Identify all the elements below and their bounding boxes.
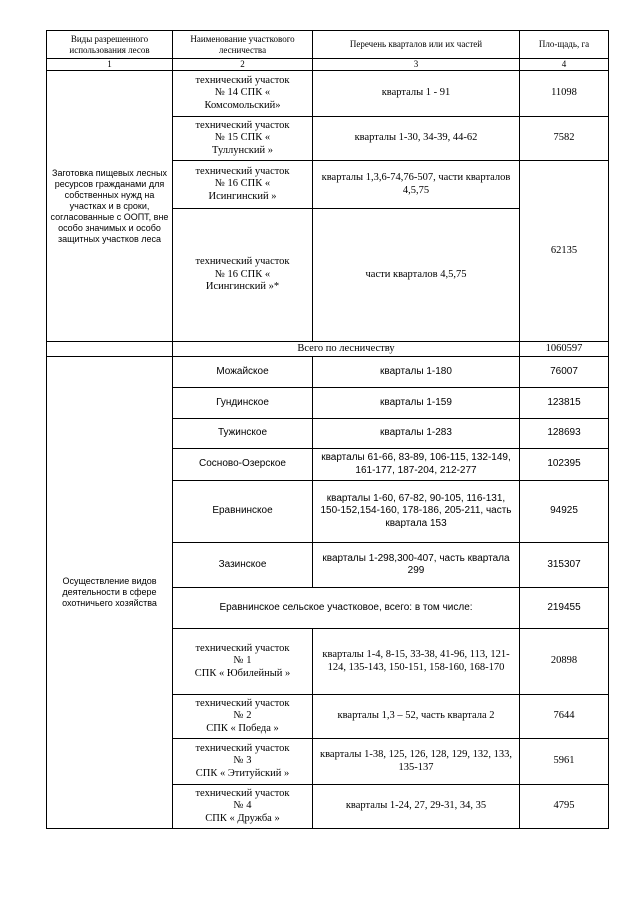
blocks-list: кварталы 1-283 [313,419,520,449]
header-row [47,31,609,59]
area-value: 102395 [520,449,609,481]
area-value: 76007 [520,357,609,388]
blocks-list: кварталы 1-38, 125, 126, 128, 129, 132, 133, 135-137 [313,739,520,785]
area-value: 128693 [520,419,609,449]
blocks-list: кварталы 1-298,300-407, часть квартала 299 [313,543,520,588]
total-row [47,342,609,357]
forestry-name: технический участок № 14 СПК « Комсомольский» [173,71,313,117]
empty-cell [47,342,173,357]
blocks-list: кварталы 61-66, 83-89, 106-115, 132-149, 161-177, 187-204, 212-277 [313,449,520,481]
blocks-list: кварталы 1-159 [313,388,520,419]
forestry-name: Еравнинское [173,481,313,543]
blocks-list: кварталы 1,3 – 52, часть квартала 2 [313,695,520,739]
forestry-name: Можайское [173,357,313,388]
forest-use-table [46,30,609,829]
table-row [47,71,609,117]
forestry-name: технический участок № 15 СПК « Туллунский » [173,117,313,161]
column-number: 3 [313,59,520,71]
forestry-name: технический участок № 4 СПК « Дружба » [173,785,313,829]
header-use-type: Виды разрешенного использования лесов [47,31,173,59]
blocks-list: кварталы 1-180 [313,357,520,388]
blocks-list: кварталы 1,3,6-74,76-507, части кварталов 4,5,75 [313,161,520,209]
area-value: 94925 [520,481,609,543]
column-number: 4 [520,59,609,71]
column-numbers-row [47,59,609,71]
forestry-name: Зазинское [173,543,313,588]
forestry-name: технический участок № 16 СПК « Исингинский » [173,161,313,209]
use-type-food-resources: Заготовка пищевых лесных ресурсов гражданами для собственных нужд на участках и в сроки, согласованные с ООПТ, вне особо значимых и особо защитных участков леса [47,71,173,342]
use-type-hunting: Осуществление видов деятельности в сфере охотничьего хозяйства [47,357,173,829]
header-area: Пло-щадь, га [520,31,609,59]
table-row [47,357,609,388]
header-blocks-list: Перечень кварталов или их частей [313,31,520,59]
blocks-list: кварталы 1-24, 27, 29-31, 34, 35 [313,785,520,829]
forestry-name: технический участок № 2 СПК « Победа » [173,695,313,739]
subtotal-label: Еравнинское сельское участковое, всего: в том числе: [173,588,520,629]
subtotal-area: 219455 [520,588,609,629]
area-value: 123815 [520,388,609,419]
column-number: 1 [47,59,173,71]
forestry-name: Сосново-Озерское [173,449,313,481]
forestry-name: технический участок № 3 СПК « Этитуйский » [173,739,313,785]
area-value: 5961 [520,739,609,785]
blocks-list: кварталы 1 - 91 [313,71,520,117]
area-value: 7582 [520,117,609,161]
total-area: 1060597 [520,342,609,357]
blocks-list: кварталы 1-30, 34-39, 44-62 [313,117,520,161]
area-value: 20898 [520,629,609,695]
area-value: 4795 [520,785,609,829]
forestry-name: технический участок № 16 СПК « Исингинский »* [173,209,313,342]
area-value: 11098 [520,71,609,117]
blocks-list: кварталы 1-60, 67-82, 90-105, 116-131, 150-152,154-160, 178-186, 205-211, часть квартала 153 [313,481,520,543]
header-forestry-name: Наименование участкового лесничества [173,31,313,59]
area-value: 62135 [520,161,609,342]
area-value: 7644 [520,695,609,739]
forestry-name: Гундинское [173,388,313,419]
column-number: 2 [173,59,313,71]
area-value: 315307 [520,543,609,588]
forestry-name: Тужинское [173,419,313,449]
forestry-name: технический участок № 1 СПК « Юбилейный » [173,629,313,695]
blocks-list: части кварталов 4,5,75 [313,209,520,342]
blocks-list: кварталы 1-4, 8-15, 33-38, 41-96, 113, 121-124, 135-143, 150-151, 158-160, 168-170 [313,629,520,695]
total-label: Всего по лесничеству [173,342,520,357]
